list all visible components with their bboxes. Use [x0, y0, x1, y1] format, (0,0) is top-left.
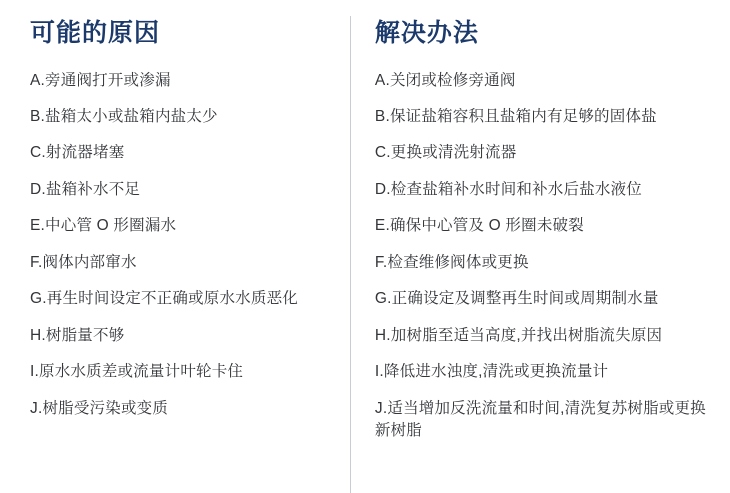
causes-list	[18, 70, 336, 421]
list-item: B.保证盐箱容积且盐箱内有足够的固体盐	[374, 107, 657, 125]
causes-column	[18, 14, 350, 493]
list-item: D.盐箱补水不足	[30, 180, 141, 198]
list-item: F.阀体内部窜水	[30, 253, 137, 271]
causes-column-title: 可能的原因	[30, 19, 161, 47]
list-item: E.确保中心管及 O 形圈未破裂	[374, 217, 584, 235]
list-item: G.正确设定及调整再生时间或周期制水量	[374, 290, 659, 308]
list-item: I.降低进水浊度,清洗或更换流量计	[374, 363, 609, 381]
solutions-column	[351, 14, 712, 493]
list-item: A.关闭或检修旁通阀	[374, 71, 516, 89]
list-item: C.射流器堵塞	[30, 144, 125, 162]
list-item: B.盐箱太小或盐箱内盐太少	[30, 107, 218, 125]
list-item: H.树脂量不够	[30, 326, 125, 344]
list-item: C.更换或清洗射流器	[374, 144, 517, 162]
solutions-list	[373, 70, 712, 443]
list-item: J.适当增加反洗流量和时间,清洗复苏树脂或更换新树脂	[374, 399, 706, 440]
list-item: E.中心管 O 形圈漏水	[30, 217, 177, 235]
list-item: H.加树脂至适当高度,并找出树脂流失原因	[374, 326, 663, 344]
list-item: F.检查维修阀体或更换	[374, 253, 529, 271]
list-item: D.检查盐箱补水时间和补水后盐水液位	[374, 180, 643, 198]
solutions-column-title: 解决办法	[374, 19, 479, 47]
list-item: I.原水水质差或流量计叶轮卡住	[30, 363, 244, 381]
list-item: G.再生时间设定不正确或原水水质恶化	[30, 290, 298, 308]
list-item: A.旁通阀打开或渗漏	[30, 71, 171, 89]
list-item: J.树脂受污染或变质	[30, 399, 169, 417]
